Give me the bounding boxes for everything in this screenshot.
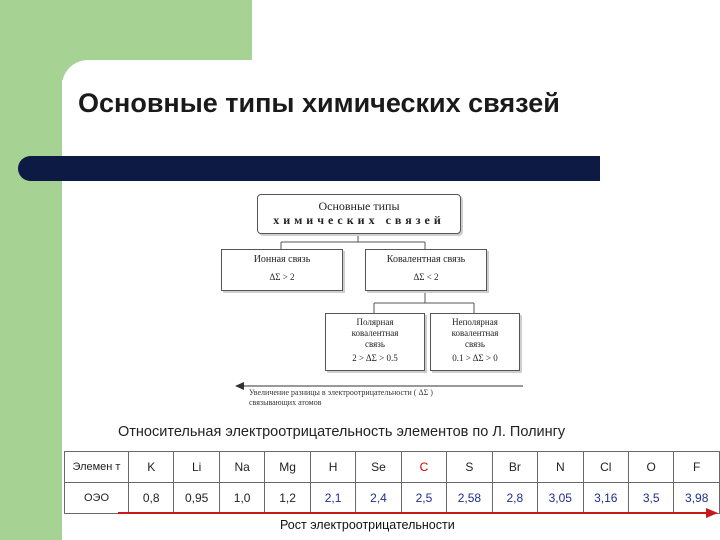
nonpolar-label-line: Неполярная bbox=[452, 317, 498, 327]
nonpolar-label-line: ковалентная bbox=[451, 328, 499, 338]
element-cell: O bbox=[628, 452, 673, 483]
diagram-box-covalent bbox=[365, 249, 487, 291]
arrow-label-line: Увеличение разницы в электроотрицательности ( ΔΣ ) bbox=[249, 388, 433, 397]
nonpolar-bond-condition: 0.1 > ΔΣ > 0 bbox=[452, 353, 498, 363]
diagram-arrow-label bbox=[249, 388, 519, 408]
element-cell: Br bbox=[492, 452, 537, 483]
table-row-elements bbox=[65, 452, 720, 483]
polar-label-line: связь bbox=[365, 339, 385, 349]
value-cell: 3,05 bbox=[538, 483, 583, 514]
decorative-green-strip bbox=[0, 80, 62, 540]
value-cell: 1,0 bbox=[219, 483, 264, 514]
arrow-label-line: связывающих атомов bbox=[249, 398, 322, 407]
bond-types-diagram bbox=[215, 190, 525, 415]
element-cell-highlighted: C bbox=[401, 452, 446, 483]
title-underline-bar bbox=[18, 156, 600, 181]
element-cell: Li bbox=[174, 452, 219, 483]
covalent-bond-condition: ΔΣ < 2 bbox=[413, 272, 439, 282]
diagram-box-nonpolar bbox=[430, 313, 520, 371]
value-cell: 2,4 bbox=[356, 483, 401, 514]
value-cell: 3,5 bbox=[628, 483, 673, 514]
element-cell: H bbox=[310, 452, 355, 483]
covalent-bond-label: Ковалентная связь bbox=[386, 254, 466, 265]
element-cell: N bbox=[538, 452, 583, 483]
value-cell: 1,2 bbox=[265, 483, 310, 514]
value-cell: 0,95 bbox=[174, 483, 219, 514]
growth-label: Рост электроотрицательности bbox=[280, 518, 455, 532]
polar-label-line: ковалентная bbox=[351, 328, 399, 338]
value-cell: 2,8 bbox=[492, 483, 537, 514]
value-cell: 3,16 bbox=[583, 483, 628, 514]
element-cell: K bbox=[129, 452, 174, 483]
ionic-bond-condition: ΔΣ > 2 bbox=[269, 272, 295, 282]
nonpolar-bond-label bbox=[431, 317, 519, 350]
ionic-bond-label: Ионная связь bbox=[253, 254, 311, 265]
element-cell: Mg bbox=[265, 452, 310, 483]
row-header-element: Элемен т bbox=[65, 452, 129, 483]
diagram-box-ionic bbox=[221, 249, 343, 291]
value-cell: 0,8 bbox=[129, 483, 174, 514]
row-header-oeo: ОЭО bbox=[65, 483, 129, 514]
element-cell: F bbox=[674, 452, 720, 483]
element-cell: Se bbox=[356, 452, 401, 483]
diagram-box-polar bbox=[325, 313, 425, 371]
value-cell: 2,58 bbox=[447, 483, 492, 514]
element-cell: Na bbox=[219, 452, 264, 483]
polar-label-line: Полярная bbox=[356, 317, 394, 327]
value-cell: 2,1 bbox=[310, 483, 355, 514]
nonpolar-label-line: связь bbox=[465, 339, 485, 349]
element-cell: Cl bbox=[583, 452, 628, 483]
value-cell: 2,5 bbox=[401, 483, 446, 514]
table-caption: Относительная электроотрицательность элементов по Л. Полингу bbox=[118, 424, 566, 440]
diagram-box-main bbox=[257, 194, 461, 234]
element-cell: S bbox=[447, 452, 492, 483]
slide-title: Основные типы химических связей bbox=[78, 88, 560, 118]
polar-bond-condition: 2 > ΔΣ > 0.5 bbox=[352, 353, 398, 363]
value-cell: 3,98 bbox=[674, 483, 720, 514]
diagram-main-line1: Основные типы bbox=[318, 199, 400, 213]
diagram-main-line2: химических связей bbox=[273, 213, 445, 227]
polar-bond-label bbox=[326, 317, 424, 350]
